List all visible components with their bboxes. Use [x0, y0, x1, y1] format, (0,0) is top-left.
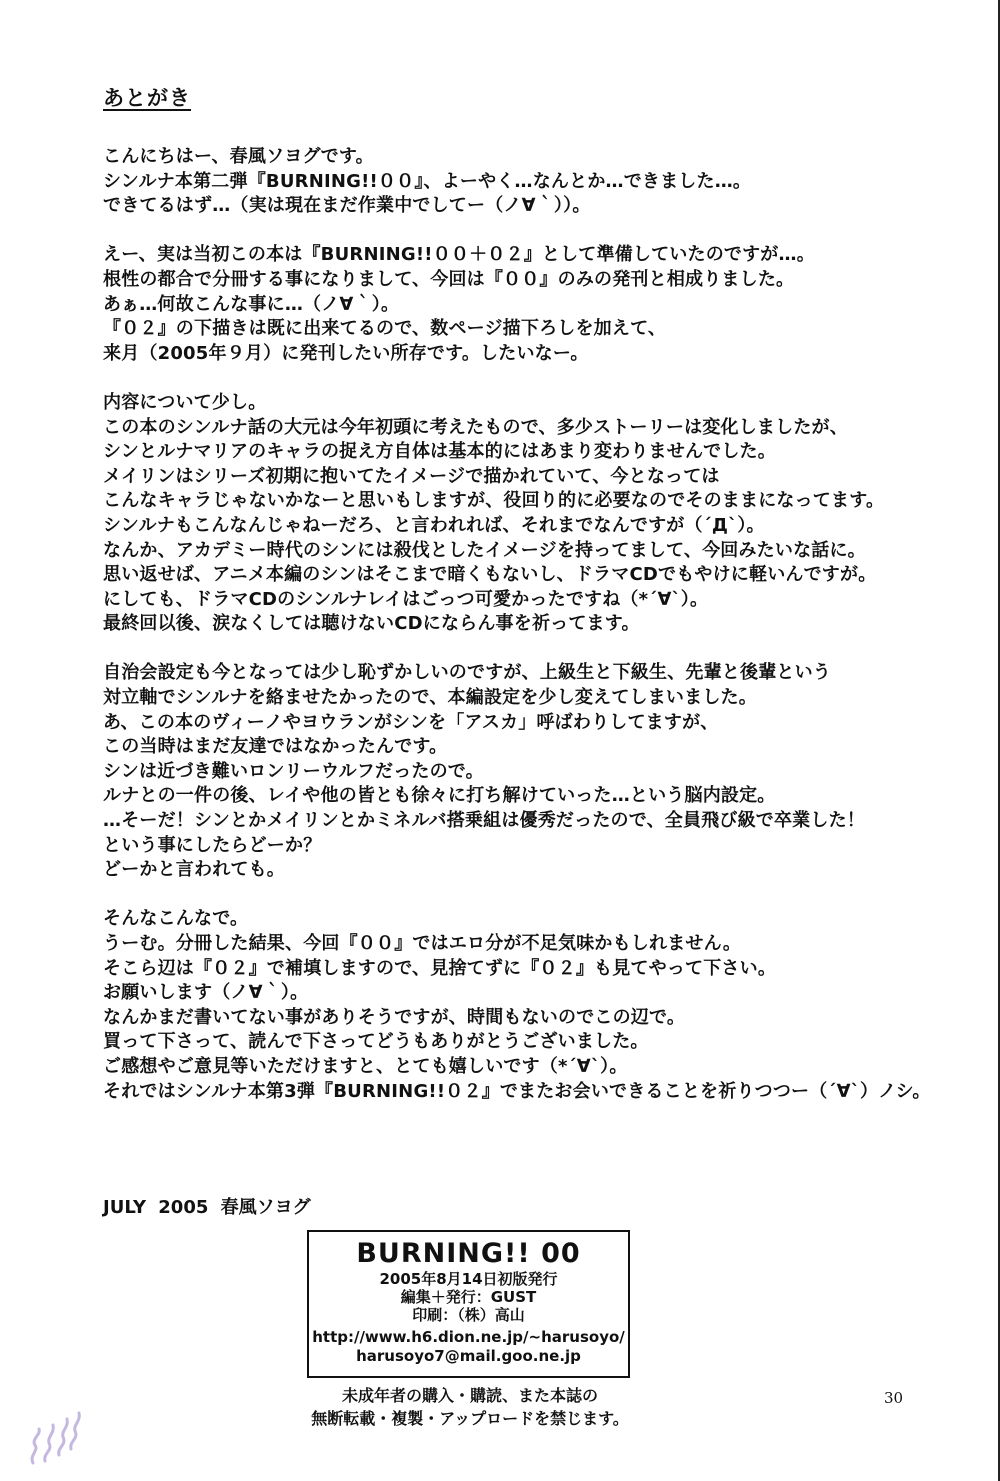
afterword-body — [103, 145, 963, 1104]
colophon-date: 2005年8月14日初版発行 — [379, 1270, 558, 1288]
body-line: それではシンルナ本第3弾『BURNING!!０２』でまたお会いできることを祈りつつー（´∀`）ノシ。 — [103, 1080, 931, 1102]
body-line: あぁ…何故こんな事に…（ノ∀｀）。 — [103, 293, 400, 315]
body-line: 『０２』の下描きは既に出来てるので、数ページ描下ろしを加えて、 — [103, 318, 667, 340]
colophon-printer: 印刷：（株）高山 — [412, 1306, 525, 1324]
paragraph-gap — [103, 883, 963, 908]
body-line: 来月（2005年９月）に発刊したい所存です。したいなー。 — [103, 342, 589, 364]
body-line: どーかと言われても。 — [103, 859, 285, 881]
notice-line-2: 無断転載・複製・アップロードを禁じます。 — [311, 1409, 629, 1428]
body-line: お願いします（ノ∀｀）。 — [103, 982, 309, 1004]
body-line: あ、この本のヴィーノやヨウランがシンを「アスカ」呼ばわりしてますが、 — [103, 711, 719, 733]
body-line: できてるはず…（実は現在まだ作業中でしてー（ノ∀｀））。 — [103, 195, 591, 217]
body-line: 根性の都合で分冊する事になりまして、今回は『００』のみの発刊と相成りました。 — [103, 268, 795, 290]
body-line: 内容について少し。 — [103, 391, 267, 413]
colophon-email: harusoyo7@mail.goo.ne.jp — [356, 1347, 581, 1365]
body-line: メイリンはシリーズ初期に抱いてたイメージで描かれていて、今となっては — [103, 465, 720, 487]
body-line: シンルナもこんなんじゃねーだろ、と言われれば、それまでなんですが（´Д`）。 — [103, 514, 765, 536]
body-line: にしても、ドラマCDのシンルナレイはごっつ可愛かったですね（*´∀`）。 — [103, 588, 709, 610]
body-line: そこら辺は『０２』で補填しますので、見捨てずに『０２』も見てやって下さい。 — [103, 957, 777, 979]
body-line: …そーだ！シンとかメイリンとかミネルバ搭乗組は優秀だったので、全員飛び級で卒業した！ — [103, 810, 865, 832]
body-line: シンルナ本第二弾『BURNING!!００』、よーやく…なんとか…できました…。 — [103, 170, 752, 192]
body-line: ルナとの一件の後、レイや他の皆とも徐々に打ち解けていった…という脳内設定。 — [103, 785, 776, 807]
body-line: 思い返せば、アニメ本編のシンはそこまで暗くもないし、ドラマCDでもやけに軽いんですが。 — [103, 564, 877, 586]
page-heading: あとがき — [103, 86, 191, 110]
body-line: 自治会設定も今となっては少し恥ずかしいのですが、上級生と下級生、先輩と後輩という — [103, 662, 831, 684]
body-line: この当時はまだ友達ではなかったんです。 — [103, 736, 448, 758]
paragraph-gap — [103, 219, 963, 244]
body-line: この本のシンルナ話の大元は今年初頭に考えたもので、多少ストーリーは変化しましたが、 — [103, 416, 848, 438]
body-line: 対立軸でシンルナを絡ませたかったので、本編設定を少し変えてしまいました。 — [103, 687, 757, 709]
signature: JULY 2005 春風ソヨグ — [103, 1197, 311, 1218]
body-line: シンは近づき難いロンリーウルフだったので。 — [103, 760, 484, 782]
body-line: シンとルナマリアのキャラの捉え方自体は基本的にはあまり変わりませんでした。 — [103, 441, 776, 463]
notice-line-1: 未成年者の購入・購読、また本誌の — [341, 1386, 598, 1405]
paragraph-gap — [103, 637, 963, 662]
body-line: ご感想やご意見等いただけますと、とても嬉しいです（*´∀`）。 — [103, 1055, 628, 1077]
body-line: こんにちはー、春風ソヨグです。 — [103, 146, 374, 167]
body-line: 最終回以後、涙なくしては聴けないCDにならん事を祈ってます。 — [103, 613, 640, 635]
body-line: うーむ。分冊した結果、今回『００』ではエロ分が不足気味かもしれません。 — [103, 933, 742, 954]
body-line: という事にしたらどーか？ — [103, 834, 322, 856]
body-line: こんなキャラじゃないかなーと思いもしますが、役回り的に必要なのでそのままになってます。 — [103, 490, 885, 512]
body-line: そんなこんなで。 — [103, 908, 249, 930]
body-line: なんかまだ書いてない事がありそうですが、時間もないのでこの辺で。 — [103, 1006, 686, 1028]
body-line: えー、実は当初この本は『BURNING!!００＋０２』として準備していたのですが…。 — [103, 244, 815, 266]
colophon-editor: 編集＋発行：GUST — [400, 1288, 537, 1306]
page-number: 30 — [884, 1389, 904, 1407]
copyright-notice — [300, 1384, 640, 1430]
colophon-url: http://www.h6.dion.ne.jp/~harusoyo/ — [312, 1328, 625, 1346]
body-line: なんか、アカデミー時代のシンには殺伐としたイメージを持ってまして、今回みたいな話に。 — [103, 539, 866, 561]
colophon-title: BURNING!! 00 — [356, 1238, 581, 1269]
paragraph-gap — [103, 366, 963, 391]
body-line: 買って下さって、読んで下さってどうもありがとうございました。 — [103, 1031, 649, 1053]
colophon-box — [307, 1230, 630, 1378]
decorative-stamp-logo — [25, 1405, 85, 1469]
